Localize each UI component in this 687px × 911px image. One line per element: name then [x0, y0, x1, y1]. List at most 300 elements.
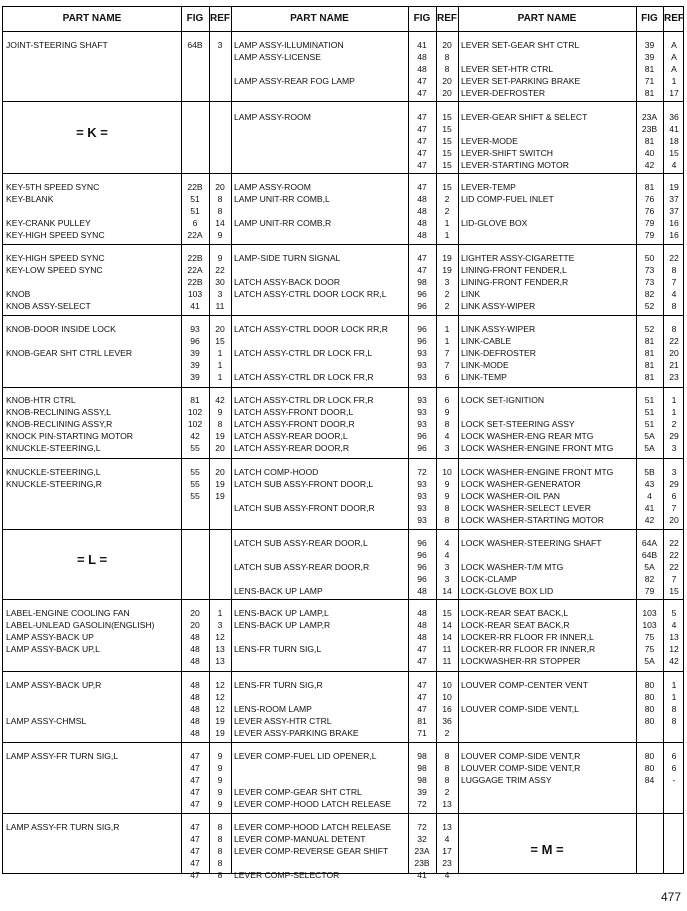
ref-number: 8: [217, 419, 223, 429]
fig-number: 96: [417, 336, 427, 346]
ref-number: 22: [669, 562, 679, 572]
ref-number: 14: [215, 218, 225, 228]
fig-number: 47: [190, 775, 200, 785]
table-row: [3, 786, 231, 798]
fig-number: 42: [644, 515, 655, 525]
fig-number: 102: [187, 419, 203, 429]
ref-number: 23: [669, 372, 679, 382]
table-row: [231, 123, 458, 135]
fig-number: 47: [417, 656, 427, 666]
ref-number: 10: [442, 680, 452, 690]
table-row: [3, 774, 231, 786]
fig-number: 96: [417, 443, 427, 453]
part-name: KNOB-DOOR INSIDE LOCK: [6, 324, 116, 334]
fig-number: 47: [417, 644, 427, 654]
part-name: LINING-FRONT FENDER,L: [461, 265, 567, 275]
ref-number: 20: [215, 182, 225, 192]
fig-number: 81: [190, 395, 200, 405]
ref-number: 8: [444, 52, 450, 62]
fig-number: 80: [644, 763, 655, 773]
part-name: LOCK WASHER-T/M MTG: [461, 562, 564, 572]
ref-number: 15: [442, 160, 452, 170]
fig-number: 64B: [187, 40, 203, 50]
fig-number: 80: [644, 680, 655, 690]
fig-number: 81: [644, 360, 655, 370]
table-row: [458, 181, 685, 193]
table-row: [3, 323, 231, 335]
part-name: LOCK-CLAMP: [461, 574, 517, 584]
fig-number: 79: [644, 230, 655, 240]
ref-number: 5: [671, 608, 677, 618]
part-name: LATCH ASSY-FRONT DOOR,R: [234, 419, 355, 429]
fig-number: 98: [417, 775, 427, 785]
ref-number: 12: [215, 632, 225, 642]
section-letter: = L =: [76, 552, 108, 567]
table-row: [231, 181, 458, 193]
ref-number: 23: [442, 858, 452, 868]
part-name: KNUCKLE-STEERING,L: [6, 467, 101, 477]
table-row: [231, 63, 458, 75]
fig-number: 47: [417, 112, 427, 122]
part-name: LOCK WASHER-SELECT LEVER: [461, 503, 591, 513]
table-row: [231, 691, 458, 703]
fig-number: 51: [644, 407, 655, 417]
table-row: [3, 335, 231, 347]
ref-number: 16: [442, 704, 452, 714]
fig-number: 75: [644, 644, 655, 654]
table-row: [3, 371, 231, 383]
ref-number: 8: [444, 763, 450, 773]
fig-number: 93: [190, 324, 200, 334]
ref-number: 16: [669, 230, 679, 240]
ref-number: 8: [444, 419, 450, 429]
fig-number: 76: [644, 194, 655, 204]
part-name: LENS-FR TURN SIG,R: [234, 680, 323, 690]
ref-number: 8: [671, 265, 677, 275]
part-name: LAMP ASSY-ROOM: [234, 112, 311, 122]
header-part-name: PART NAME: [517, 13, 577, 24]
ref-number: 8: [217, 870, 223, 880]
ref-number: 9: [444, 491, 450, 501]
table-row: [231, 774, 458, 786]
part-name: KNOB-RECLINING ASSY,L: [6, 407, 111, 417]
part-name: LAMP ASSY-FR TURN SIG,R: [6, 822, 120, 832]
table-row: [3, 394, 231, 406]
part-name: LOCK-REAR SEAT BACK,L: [461, 608, 569, 618]
part-name: LATCH SUB ASSY-REAR DOOR,R: [234, 562, 370, 572]
ref-number: 6: [671, 751, 677, 761]
ref-number: 36: [442, 716, 452, 726]
ref-number: 1: [671, 692, 677, 702]
ref-number: 8: [217, 858, 223, 868]
ref-number: 8: [217, 834, 223, 844]
table-row: [3, 703, 231, 715]
fig-number: 39: [190, 360, 200, 370]
ref-number: 19: [215, 479, 225, 489]
ref-number: 2: [444, 289, 450, 299]
part-name: LAMP ASSY-LICENSE: [234, 52, 321, 62]
ref-number: 1: [444, 218, 450, 228]
table-row: [3, 193, 231, 205]
table-row: [231, 87, 458, 99]
ref-number: 6: [671, 491, 677, 501]
table-row: [458, 442, 685, 454]
part-name: LOUVER COMP-SIDE VENT,R: [461, 751, 581, 761]
part-name: KNUCKLE-STEERING,L: [6, 443, 101, 453]
part-name: LOCKER-RR FLOOR FR INNER,R: [461, 644, 596, 654]
ref-number: 1: [671, 76, 677, 86]
ref-number: 17: [442, 846, 452, 856]
fig-number: 93: [417, 348, 427, 358]
fig-number: 55: [190, 443, 200, 453]
ref-number: 2: [444, 787, 450, 797]
table-row: [3, 750, 231, 762]
fig-number: 96: [417, 562, 427, 572]
table-row: [231, 703, 458, 715]
table-row: [3, 857, 231, 869]
table-row: [3, 727, 231, 739]
ref-number: 9: [217, 775, 223, 785]
ref-number: 7: [444, 348, 450, 358]
ref-number: 9: [217, 253, 223, 263]
ref-number: -: [672, 775, 676, 785]
part-name: LOCKWASHER-RR STOPPER: [461, 656, 581, 666]
part-name: LEVER-TEMP: [461, 182, 516, 192]
table-row: [458, 335, 685, 347]
fig-number: 81: [644, 88, 655, 98]
ref-number: 19: [669, 182, 679, 192]
part-name: LEVER ASSY-PARKING BRAKE: [234, 728, 359, 738]
table-row: [458, 111, 685, 123]
part-name: LAMP ASSY-BACK UP,L: [6, 644, 100, 654]
table-row: [3, 762, 231, 774]
fig-number: 39: [417, 787, 427, 797]
header-fig: FIG: [413, 13, 431, 24]
ref-number: 3: [671, 443, 677, 453]
fig-number: 47: [417, 124, 427, 134]
ref-number: 22: [669, 336, 679, 346]
fig-number: 72: [417, 467, 427, 477]
fig-number: 42: [644, 160, 655, 170]
part-name: LOUVER COMP-SIDE VENT,L: [461, 704, 579, 714]
table-row: [231, 762, 458, 774]
part-name: KNOB-RECLINING ASSY,R: [6, 419, 113, 429]
table-row: [231, 466, 458, 478]
part-name: LEVER SET-PARKING BRAKE: [461, 76, 581, 86]
table-row: [458, 573, 685, 585]
fig-number: 47: [417, 76, 427, 86]
fig-number: 51: [644, 419, 655, 429]
table-row: [458, 502, 685, 514]
fig-number: 96: [417, 431, 427, 441]
ref-number: 10: [442, 467, 452, 477]
fig-number: 5A: [644, 431, 655, 441]
part-name: KNOB ASSY-SELECT: [6, 301, 91, 311]
table-row: [231, 619, 458, 631]
fig-number: 96: [417, 301, 427, 311]
fig-number: 23A: [414, 846, 430, 856]
table-row: [231, 679, 458, 691]
fig-number: 48: [417, 608, 427, 618]
fig-number: 81: [417, 716, 427, 726]
fig-number: 47: [190, 822, 200, 832]
ref-number: 15: [215, 336, 225, 346]
table-row: [231, 573, 458, 585]
ref-number: 9: [444, 407, 450, 417]
ref-number: 36: [669, 112, 679, 122]
ref-number: 8: [444, 515, 450, 525]
ref-number: 12: [669, 644, 679, 654]
part-name: LOCK-GLOVE BOX LID: [461, 586, 554, 596]
part-name: LOCK WASHER-ENGINE FRONT MTG: [461, 443, 614, 453]
section-letter: = M =: [530, 842, 564, 857]
table-row: [3, 631, 231, 643]
fig-number: 73: [644, 277, 655, 287]
ref-number: 22: [669, 253, 679, 263]
table-row: [458, 39, 685, 51]
ref-number: 4: [444, 834, 450, 844]
table-row: [3, 300, 231, 312]
fig-number: 71: [417, 728, 427, 738]
fig-number: 39: [644, 40, 655, 50]
table-row: [3, 205, 231, 217]
fig-number: 43: [644, 479, 655, 489]
part-name: LINK-CABLE: [461, 336, 512, 346]
fig-number: 32: [417, 834, 427, 844]
ref-number: A: [671, 64, 677, 74]
table-row: [231, 442, 458, 454]
part-name: LENS-BACK UP LAMP: [234, 586, 323, 596]
ref-number: 22: [669, 538, 679, 548]
table-row: [3, 276, 231, 288]
table-row: [231, 229, 458, 241]
part-name: LABEL-ENGINE COOLING FAN: [6, 608, 130, 618]
part-name: JOINT-STEERING SHAFT: [6, 40, 108, 50]
ref-number: 9: [217, 763, 223, 773]
fig-number: 47: [417, 160, 427, 170]
part-name: LOUVER COMP-SIDE VENT,R: [461, 763, 581, 773]
ref-number: 18: [669, 136, 679, 146]
fig-number: 22A: [187, 265, 203, 275]
header-ref: REF: [664, 13, 684, 24]
table-row: [231, 549, 458, 561]
ref-number: 4: [444, 538, 450, 548]
part-name: LUGGAGE TRIM ASSY: [461, 775, 552, 785]
ref-number: 8: [671, 324, 677, 334]
fig-number: 93: [417, 491, 427, 501]
fig-number: 48: [417, 194, 427, 204]
table-row: [458, 585, 685, 597]
table-row: [231, 502, 458, 514]
table-row: [458, 715, 685, 727]
ref-number: 9: [217, 230, 223, 240]
table-row: [3, 39, 231, 51]
ref-number: 20: [215, 467, 225, 477]
fig-number: 48: [417, 52, 427, 62]
table-row: [231, 147, 458, 159]
fig-number: 47: [190, 834, 200, 844]
table-row: [458, 774, 685, 786]
fig-number: 47: [190, 799, 200, 809]
fig-number: 48: [417, 64, 427, 74]
fig-number: 42: [190, 431, 200, 441]
fig-number: 23B: [414, 858, 430, 868]
ref-number: 8: [444, 775, 450, 785]
fig-number: 80: [644, 751, 655, 761]
table-row: [458, 631, 685, 643]
ref-number: 19: [215, 728, 225, 738]
fig-number: 47: [417, 88, 427, 98]
part-name: LEVER SET-HTR CTRL: [461, 64, 554, 74]
header-part-name: PART NAME: [290, 13, 349, 24]
header-fig: FIG: [186, 13, 204, 24]
fig-number: 48: [417, 586, 427, 596]
table-row: [458, 193, 685, 205]
table-row: [231, 335, 458, 347]
ref-number: 8: [444, 503, 450, 513]
table-row: [231, 193, 458, 205]
fig-number: 79: [644, 586, 655, 596]
fig-number: 48: [190, 680, 200, 690]
fig-number: 23A: [641, 112, 658, 122]
index-column-2: [231, 7, 458, 880]
table-row: [231, 798, 458, 810]
part-name: LAMP UNIT-RR COMB,R: [234, 218, 332, 228]
fig-number: 73: [644, 265, 655, 275]
ref-number: 3: [444, 574, 450, 584]
ref-number: 1: [444, 324, 450, 334]
table-row: [458, 561, 685, 573]
table-row: [3, 288, 231, 300]
ref-number: 1: [217, 348, 223, 358]
fig-number: 82: [644, 574, 655, 584]
table-row: [3, 442, 231, 454]
table-row: [231, 418, 458, 430]
fig-number: 47: [417, 265, 427, 275]
ref-number: 6: [444, 372, 450, 382]
table-row: [458, 252, 685, 264]
part-name: LINK: [461, 289, 481, 299]
fig-number: 22B: [187, 253, 203, 263]
table-row: [458, 655, 685, 667]
table-row: [458, 135, 685, 147]
part-name: LINK-TEMP: [461, 372, 507, 382]
fig-number: 93: [417, 503, 427, 513]
table-row: [231, 371, 458, 383]
fig-number: 48: [417, 632, 427, 642]
fig-number: 47: [417, 692, 427, 702]
ref-number: 20: [669, 348, 679, 358]
table-row: [458, 430, 685, 442]
fig-number: 48: [417, 206, 427, 216]
part-name: LATCH SUB ASSY-FRONT DOOR,L: [234, 479, 374, 489]
fig-number: 20: [190, 620, 200, 630]
part-name: LEVER-MODE: [461, 136, 518, 146]
fig-number: 103: [642, 608, 657, 618]
fig-number: 93: [417, 372, 427, 382]
table-row: [458, 466, 685, 478]
part-name: LOUVER COMP-CENTER VENT: [461, 680, 589, 690]
part-name: KEY-5TH SPEED SYNC: [6, 182, 100, 192]
ref-number: 20: [442, 76, 452, 86]
part-name: LINK-DEFROSTER: [461, 348, 536, 358]
fig-number: 41: [190, 301, 200, 311]
fig-number: 82: [644, 289, 655, 299]
table-row: [458, 276, 685, 288]
fig-number: 103: [187, 289, 203, 299]
fig-number: 55: [190, 491, 200, 501]
table-row: [458, 549, 685, 561]
ref-number: 8: [444, 751, 450, 761]
fig-number: 75: [644, 632, 655, 642]
fig-number: 47: [190, 870, 200, 880]
part-name: LINK ASSY-WIPER: [461, 301, 536, 311]
table-row: [231, 631, 458, 643]
part-name: LATCH ASSY-CTRL DOOR LOCK RR,R: [234, 324, 388, 334]
header-part-name: PART NAME: [62, 13, 122, 24]
fig-number: 51: [190, 194, 200, 204]
table-row: [458, 406, 685, 418]
fig-number: 64B: [641, 550, 658, 560]
table-row: [3, 252, 231, 264]
fig-number: 81: [644, 136, 655, 146]
ref-number: 20: [669, 515, 679, 525]
fig-number: 96: [417, 289, 427, 299]
ref-number: 19: [442, 265, 452, 275]
fig-number: 93: [417, 515, 427, 525]
fig-number: 81: [644, 348, 655, 358]
fig-number: 41: [644, 503, 655, 513]
part-name: KNOCK PIN-STARTING MOTOR: [6, 431, 134, 441]
table-row: [458, 205, 685, 217]
table-row: [231, 750, 458, 762]
fig-number: 48: [190, 632, 200, 642]
table-row: [458, 359, 685, 371]
ref-number: 3: [217, 40, 223, 50]
table-row: [458, 87, 685, 99]
fig-number: 103: [642, 620, 657, 630]
ref-number: 2: [444, 194, 450, 204]
part-name: LATCH ASSY-BACK DOOR: [234, 277, 341, 287]
ref-number: 13: [215, 656, 225, 666]
ref-number: 9: [217, 787, 223, 797]
ref-number: 1: [671, 407, 677, 417]
ref-number: 7: [671, 574, 677, 584]
ref-number: 42: [669, 656, 679, 666]
table-row: [3, 798, 231, 810]
part-name: LINING-FRONT FENDER,R: [461, 277, 569, 287]
ref-number: 2: [444, 728, 450, 738]
part-name: LATCH ASSY-REAR DOOR,R: [234, 443, 350, 453]
part-name: LEVER ASSY-HTR CTRL: [234, 716, 332, 726]
part-name: LEVER COMP-HOOD LATCH RELEASE: [234, 822, 391, 832]
part-name: KEY-LOW SPEED SYNC: [6, 265, 103, 275]
fig-number: 96: [417, 550, 427, 560]
table-row: [231, 585, 458, 597]
fig-number: 80: [644, 692, 655, 702]
fig-number: 47: [417, 704, 427, 714]
part-name: KNOB-HTR CTRL: [6, 395, 76, 405]
part-name: LAMP ASSY-CHMSL: [6, 716, 87, 726]
header-ref: REF: [210, 13, 230, 24]
table-row: [458, 514, 685, 526]
ref-number: 3: [217, 620, 223, 630]
ref-number: 3: [444, 562, 450, 572]
fig-number: 79: [644, 218, 655, 228]
fig-number: 48: [190, 692, 200, 702]
part-name: LENS-ROOM LAMP: [234, 704, 312, 714]
header-fig: FIG: [641, 13, 658, 24]
